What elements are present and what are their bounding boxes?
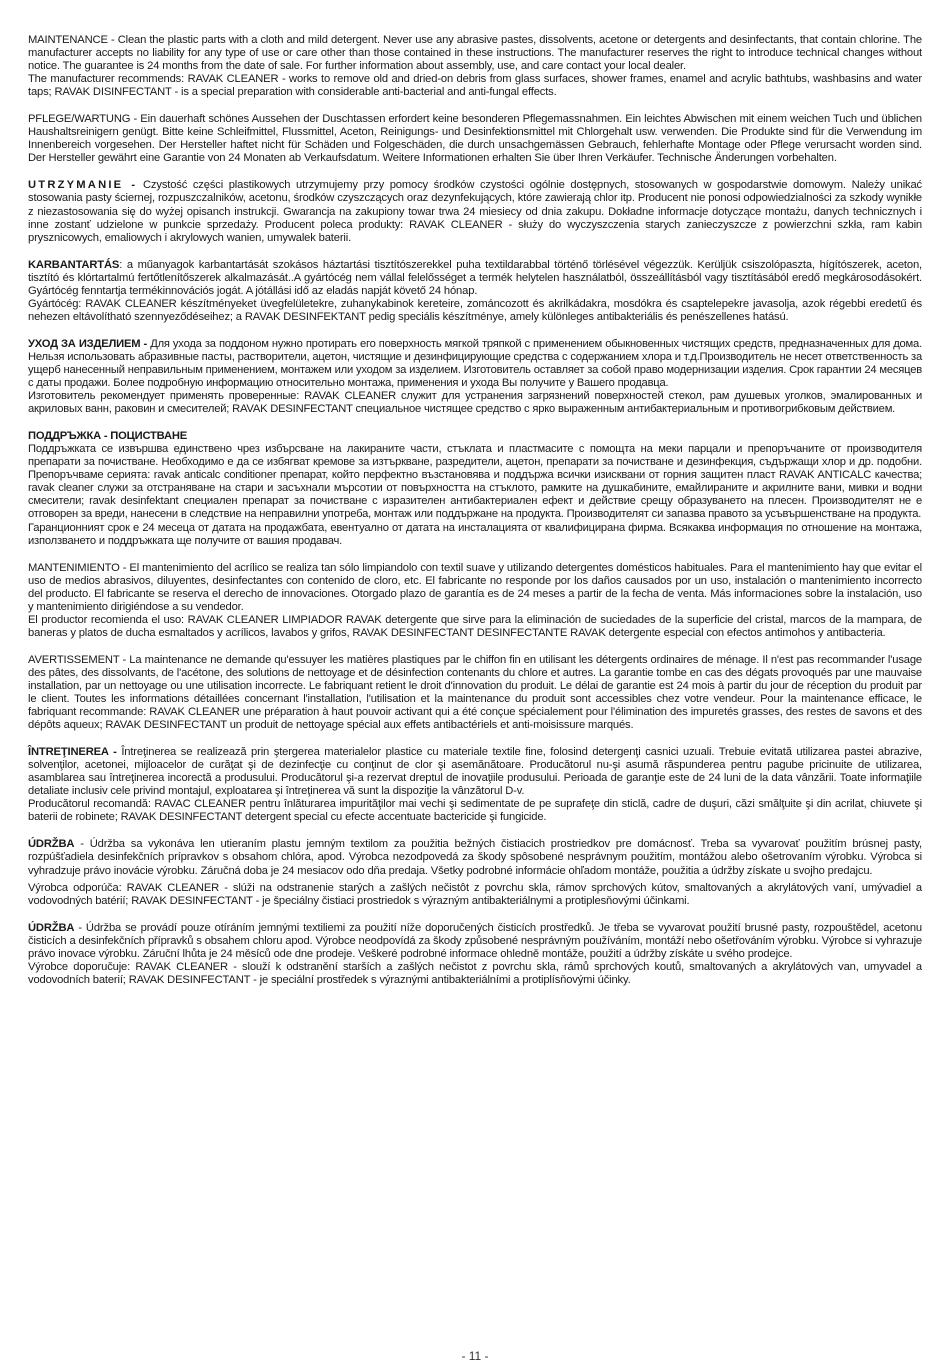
paragraph-text: Întreţinerea se realizează prin ştergerea materialelor plastice cu materiale textile fine, folosind detergenţi casnici uzuali. Trebuie evitată utilizarea pastei abrazive, solvenţilor, acetonei, mijloacelor de curăţat şi de dezinfecţie cu conţinut de clor şi asemănătoare. Producătorul nu-şi asumă răspunderea pentru pagube pricinuite de utilizarea, asamblarea sau întreţinerea incorectă a produsului. Producătorul şi-a rezervat dreptul de inovaţiile produsului. Perioada de garanţie este de 24 luni de la data vânzării. Toate informaţiile detaliate inclusiv cele privind montajul, exploatarea şi întreţinerea vă sunt la dispoziţie la vânzătorul D-v.	[28, 746, 922, 798]
paragraph-text: Czystość części plastikowych utrzymujemy przy pomocy środków czystości ogólnie dostępnych, stosowanych w gospodarstwie domowym. Należy unikać stosowania pasty ściernej, rozpuszczalników, acetonu, środków czyszczących oraz dezynfekujących, które zawierają chlor itp. Producent nie ponosi odpowiedzialności za szkody wynikłe z niezastosowania się do wyżej opisanch instrukcji. Gwarancja na zakupiony towar trwa 24 miesiecy od dnia zakupu. Dokładne informacje dotyczące montażu, danych technicznych i inne zostanť udzielone w punkcie sprzedaży. Producent poleca produkty: RAVAK CLEANER - służy do wyczyszczenia starych zanieczyszcze z powierzchni szkła, ram kabin prysznicowych, emaliowych i akrylowych wanien, umywalek baterii.	[28, 179, 922, 244]
paragraph: MANTENIMIENTO - El mantenimiento del acrílico se realiza tan sólo limpiandolo con textil suave y utilizando detergentes domésticos habituales. Para el mantenimiento hay que evitar el uso de medios abrasivos, diluyentes, desinfectantes con contenido de cloro, etc. El fabricante no responde por los daños causados por un uso, instalación o mantenimiento incorrecto del producto. El fabricante se reserva el derecho de innovaciones. Otorgado plazo de garantía es de 24 meses a partir de la fecha de venta. Más informaciones sobre la instalación, uso y mantenimiento dirigiéndose a su vendedor.	[28, 561, 922, 613]
paragraph-text: : a műanyagok karbantartását szokásos háztartási tisztítószerekkel puha textildarabbal történő törlésével végezzük. Kerüljük csiszolópaszta, hígítószerek, aceton, tisztító és klórtartalmú fertőtlenítőszerek alkalmazását..A gyártócég nem vállal felelősséget a termék helytelen használatból, összeállításból vagy tisztításából eredő megkárosodásokért. Gyártócég fenntartja termékinnovációs jogát. A jótállási idő az eladás napját követő 24 hónap.	[28, 258, 922, 297]
section-ru	[28, 338, 922, 416]
paragraph: Gyártócég: RAVAK CLEANER készítményeket üvegfelületekre, zuhanykabinok kereteire, zománcozott és akrilkádakra, mosdókra és csaptelepekre javasolja, azok régebbi eredetű és nehezen eltávolítható szennyeződéseihez; a RAVAK DESINFEKTANT pedig speciális készítménye, amely különleges antibakteriális és penészellenes hatású.	[28, 297, 922, 323]
paragraph	[28, 179, 922, 244]
section-hu	[28, 259, 922, 324]
section-de	[28, 113, 922, 165]
paragraph	[28, 259, 922, 298]
section-heading: UTRZYMANIE -	[28, 179, 138, 192]
paragraph	[28, 922, 922, 961]
paragraph: Producătorul recomandă: RAVAC CLEANER pentru înlăturarea impurităţilor mai vechi şi sedimentate de pe suprafeţe din sticlă, cadre de duşuri, căzi smălţuite şi din acrilat, chiuvete şi baterii de robinete; RAVAK DESINFECTANT detergent special cu efecte accentuate bactericide şi fungicide.	[28, 798, 922, 824]
paragraph: PFLEGE/WARTUNG - Ein dauerhaft schönes Aussehen der Duschtassen erfordert keine besonderen Pflegemassnahmen. Ein leichtes Abwischen mit einem weichen Tuch und üblichen Haushaltsreinigern genügt. Bitte keine Schleifmittel, Flussmittel, Aceton, Reinigungs- und Desinfektionsmittel mit Chlorgehalt usw. verwenden. Die Produkte sind für die Verwendung im Innenbereich vorgesehen. Der Hersteller haftet nicht für Schäden und Folgeschäden, die durch unsachgemässen Gebrauch, fehlerhafte Montage oder Pflege verursacht worden sind. Der Hersteller gewährt eine Garantie von 24 Monaten ab Verkaufsdatum. Weitere Informationen erhalten Sie über Ihren Verkäufer. Technische Änderungen vorbehalten.	[28, 113, 922, 165]
section-ro	[28, 746, 922, 824]
paragraph	[28, 338, 922, 390]
section-pl	[28, 179, 922, 244]
paragraph	[28, 838, 922, 877]
section-bg	[28, 430, 922, 547]
paragraph-text: Для ухода за поддоном нужно протирать его поверхность мягкой тряпкой с применением обыкновенных чистящих средств, предназначенных для дома. Нельзя использовать абразивные пасты, растворители, ацетон, чистящие и дезинфицирующие средства с содержанием хлора и т.д.Производитель не несет ответственность за ущерб нанесенный неправильным применением, монтажем или уходом за изделием. Изготовитель оставляет за собой право модернизации изделия. Срок гарантии 24 месяцев с даты продажи. Более подробную информацию относительно монтажа, применения и ухода Вы получите у Вашего продавца.	[28, 337, 922, 390]
paragraph: Výrobce doporučuje: RAVAK CLEANER - slouží k odstranění starších a zašlých nečistot z povrchu skla, rámů sprchových koutů, smaltovaných a akrylátových van, umyvadel a vodovodních baterií; RAVAK DESINFECTANT - je speciální prostředek s výraznými antibakteriálními a protiplísňovými účinky.	[28, 960, 922, 986]
section-fr	[28, 654, 922, 732]
section-cz	[28, 922, 922, 987]
section-sk	[28, 838, 922, 907]
paragraph: AVERTISSEMENT - La maintenance ne demande qu'essuyer les matières plastiques par le chiffon fin en utilisant les détergents ordinaires de ménage. Il n'est pas recommander l'usage des pâtes, des dissolvants, de l'acétone, des solutions de nettoyage et de désinfection contenants du chlore et autres. La garantie tombe en cas des dégats provoqués par une mauvaise installation, par un nettoyage ou une utilisation incorrecte. Le fabriquant retient le droit d'innovation du produit. Le délai de garantie est 24 mois à partir du jour de réception du produit par le client. Toutes les informations détaillées concernant l'installation, l'utilisation et la maintenance du produit sont accessibles chez votre vendeur. Pour la maintenance efficace, le fabriquant recommande: RAVAK CLEANER une préparation à haut pouvoir activant qui a été conçue spécialement pour l'élimination des impuretés grasses, des restes de savons et des dépôts aqueux; RAVAK DESINFECTANT un produit de nettoyage spécial aux effets antibactériels et anti-moisissure marqués.	[28, 653, 922, 732]
section-heading: ÎNTREŢINEREA -	[28, 746, 117, 759]
paragraph: El productor recomienda el uso: RAVAK CLEANER LIMPIADOR RAVAK detergente que sirve para la eliminación de suciedades de la superficie del cristal, marcos de la mampara, de baneras y platos de ducha esmaltados y acrílicos, lavabos y grifos, RAVAK DESINFECTANT DESINFECTANTE RAVAK detergente especial con efectos antimohos y antibacteria.	[28, 613, 922, 639]
section-en	[28, 34, 922, 99]
section-heading: ÚDRŽBA	[28, 838, 75, 851]
paragraph: The manufacturer recommends: RAVAK CLEANER - works to remove old and dried-on debris from glass surfaces, shower frames, enamel and acrylic bathtubs, washbasins and water taps; RAVAK DISINFECTANT - is a special preparation with considerable anti-bacterial and anti-fungal effects.	[28, 73, 922, 99]
paragraph: Поддръжката се извършва единствено чрез избърсване на лакираните части, стъклата и пластмасите с помощта на меки парцали и препоръчаните от производителя препарати за почистване. Необходимо е да се избягват кремове за изтъркване, разредители, ацетон, препарати за почистване и дезинфекция, съдържащи хлор и др. подобни. Препоръчваме серията: ravak anticalc conditioner препарат, който перфектно възстановява и поддържа всички изисквани от горния защитен пласт RAVAK ANTICALC качества; ravak cleaner служи за отстраняване на стари и засъхнали мърсотии от повърхността на стъклото, рамките на душкабините, емайлираните и акрилните вани, мивки и водни смесители; ravak desinfektant специален препарат за почистване с изразителен антибактериален ефект и действие срещу образуването на плесен. Производителят не е отговорен за вреди, нанесени в следствие на неправилни употреба, монтаж или поддържане на продукта. Производителят си запазва правото за усъвършенстване на продукта.	[28, 443, 922, 521]
paragraph-text: - Údržba sa vykonáva len utieraním plastu jemným textilom za použitia bežných čistiacich prostriedkov pre domácnosť. Treba sa vyvarovať použitím brúsnej pasty, rozpúšťadiela desinfekčních prípravkov s obsahom chlóra, apod. Výrobca nezodpovedá za škody spôsobené nesprávnym použitím, montážou alebo ošetrovaním výrobku. Výrobca si vyhradzuje právo inovácie výrobku. Záručná doba je 24 mesiacov odo dňa predaja. Všetky podrobné informácie ohľadom montáže, použitia a údržby získate u svojho predajcu.	[28, 838, 922, 877]
section-heading: ПОДДРЪЖКА - ПОЦИСТВАНЕ	[28, 430, 188, 443]
section-heading: УХОД ЗА ИЗДЕЛИЕМ -	[28, 337, 148, 350]
paragraph	[28, 430, 922, 443]
paragraph-text: - Údržba se provádí pouze otíráním jemnými textiliemi za použití níže doporučených čisticích prostředků. Je třeba se vyvarovat použití brusné pasty, rozpouštědel, acetonu čisticích a desinfekčních přípravků s obsahem chloru apod. Výrobce neodpovídá za škody způsobené nesprávným používáním, montáží nebo ošetřováním výrobku. Výrobce si vyhrazuje právo inovace výrobku. Záruční lhůta je 24 měsíců ode dne prodeje. Veškeré podrobné informace ohledně montáže, použití a údržby získáte u svého prodejce.	[28, 921, 922, 960]
section-es	[28, 562, 922, 640]
paragraph	[28, 746, 922, 798]
paragraph: MAINTENANCE - Clean the plastic parts with a cloth and mild detergent. Never use any abrasive pastes, dissolvents, acetone or detergents and desinfectants, that contain chlorine. The manufacturer accepts no liability for any type of use or care other than those contained in these instructions. The manufacturer reserves the right to introduce technical changes without notice. The guarantee is 24 months from the date of sale. For further information about assembly, use, and care contact your local dealer.	[28, 34, 922, 73]
section-heading: KARBANTARTÁS	[28, 258, 120, 271]
document-body	[28, 34, 922, 1001]
paragraph: Изготовитель рекомендует применять проверенные: RAVAK CLEANER служит для устранения загрязнений поверхностей стекол, рам душевых уголков, эмалированных и акриловых ванн, раковин и смесителей; RAVAK DESINFECTANT специальное чистящее средство с ярко выраженным антибактериальным и противогрибковым действием.	[28, 390, 922, 416]
paragraph: Výrobca odporúča: RAVAK CLEANER - slúži na odstranenie starých a zašlých nečistôt z povrchu skla, rámov sprchových kútov, smaltovaných a akrylátových vaní, umývadiel a vodovodných batérií; RAVAK DESINFECTANT - je špeciálny čistiaci prostriedok s výrazným antibakteriálnymi a protiplesňovými účinkami.	[28, 881, 922, 907]
paragraph: Гаранционният срок е 24 месеца от датата на продажбата, евентуално от датата на инсталацията от квалифицирана фирма. Всякаква информация по отношение на монтажа, използването и поддръжката ще получите от вашия продавач.	[28, 521, 922, 547]
page-number: - 11 -	[461, 1349, 489, 1363]
section-heading: ÚDRŽBA	[28, 921, 75, 934]
